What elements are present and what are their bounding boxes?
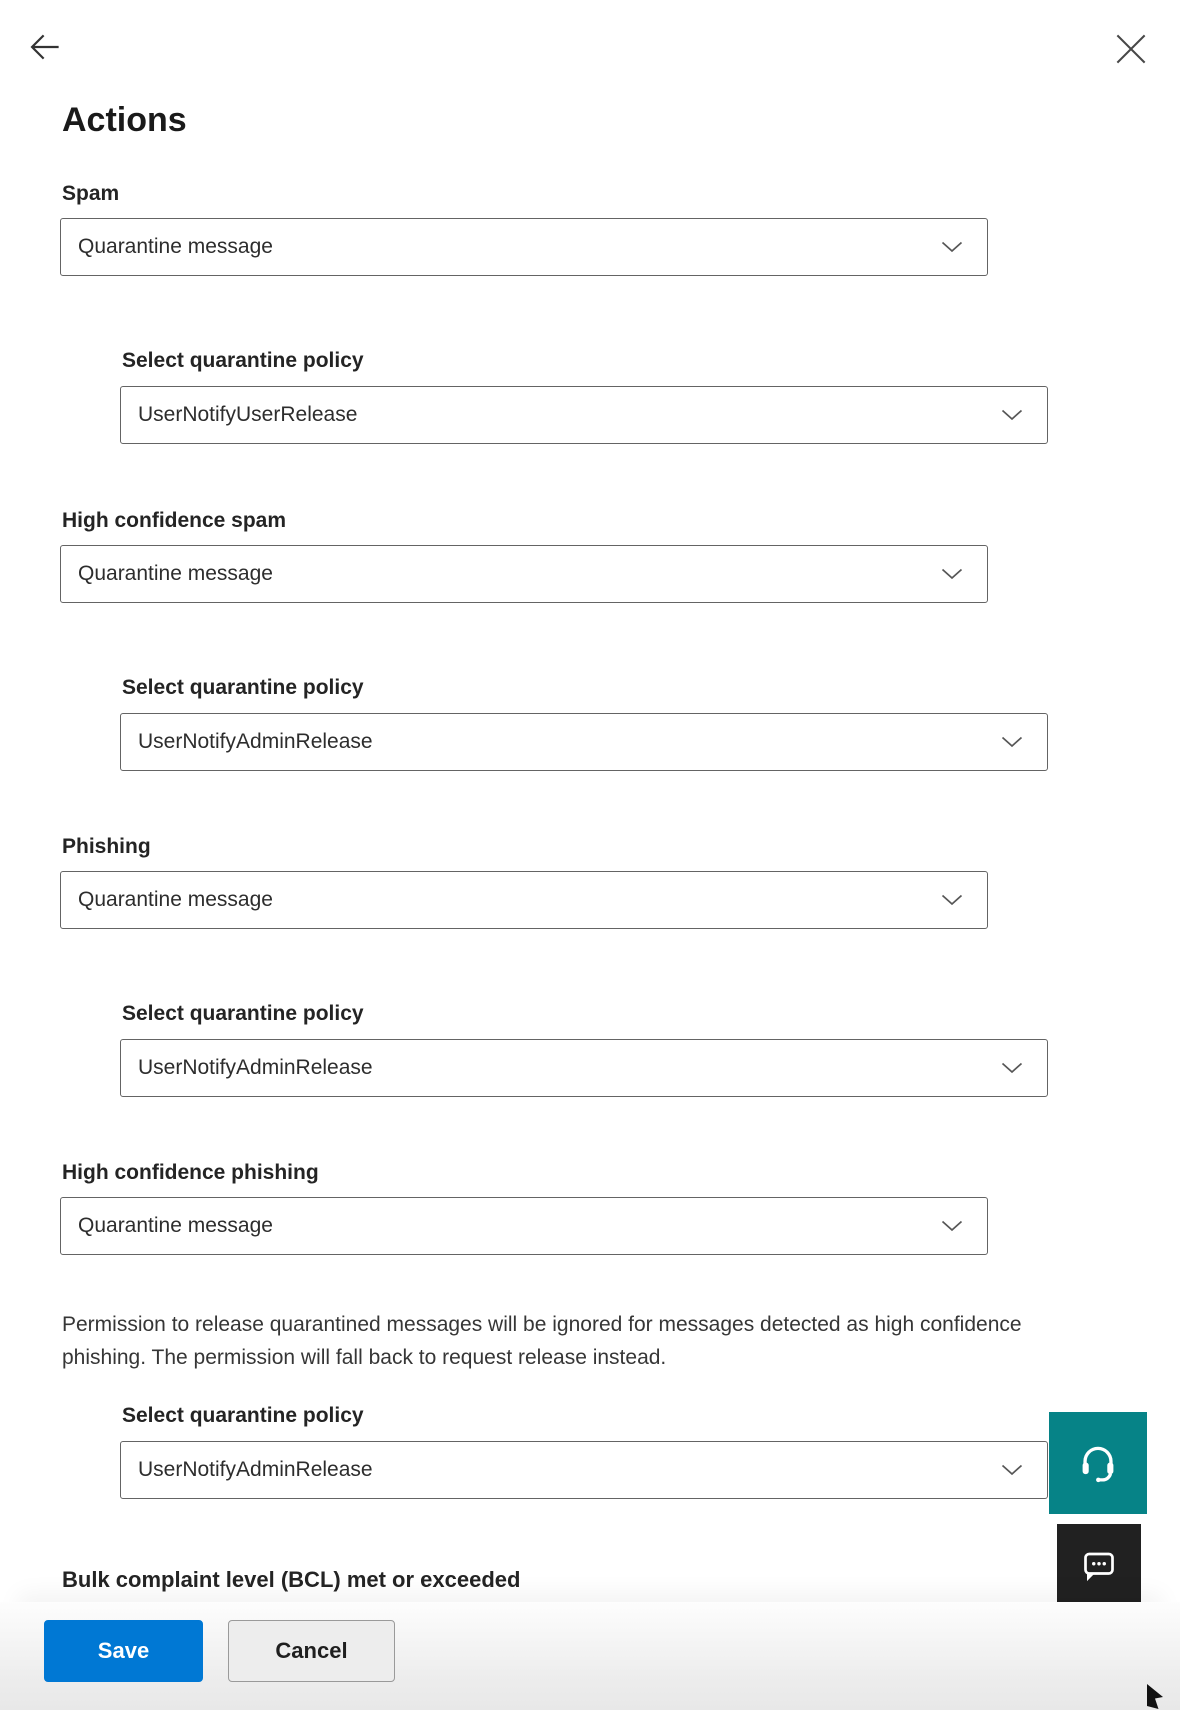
section-phishing xyxy=(60,833,1050,1097)
chevron-down-icon xyxy=(941,894,963,906)
high-confidence-phishing-action-dropdown[interactable] xyxy=(60,1197,988,1255)
spam-policy-value: UserNotifyUserRelease xyxy=(138,403,358,426)
support-button[interactable] xyxy=(1049,1412,1147,1514)
chevron-down-icon xyxy=(941,241,963,253)
high-confidence-spam-action-dropdown[interactable] xyxy=(60,545,988,603)
high-confidence-phishing-policy-label: Select quarantine policy xyxy=(122,1404,364,1427)
high-confidence-phishing-label: High confidence phishing xyxy=(62,1161,319,1184)
section-high-confidence-phishing xyxy=(60,1159,1050,1499)
page-title: Actions xyxy=(62,101,187,139)
chevron-down-icon xyxy=(941,568,963,580)
section-high-confidence-spam xyxy=(60,507,1050,771)
spam-policy-dropdown[interactable] xyxy=(120,386,1048,444)
panel-content xyxy=(60,0,1050,1595)
footer-bar xyxy=(0,1602,1180,1710)
high-confidence-phishing-note: Permission to release quarantined messages will be ignored for messages detected as high confidence phishing. The permission will fall back to request release instead. xyxy=(62,1313,1022,1369)
spam-label: Spam xyxy=(62,182,120,205)
phishing-policy-group xyxy=(120,1000,1050,1097)
high-confidence-spam-policy-label: Select quarantine policy xyxy=(122,676,364,699)
high-confidence-spam-action-value: Quarantine message xyxy=(78,562,273,585)
high-confidence-phishing-policy-dropdown[interactable] xyxy=(120,1441,1048,1499)
chevron-down-icon xyxy=(1001,1062,1023,1074)
high-confidence-spam-policy-value: UserNotifyAdminRelease xyxy=(138,730,373,753)
save-button[interactable]: Save xyxy=(44,1620,203,1682)
high-confidence-spam-policy-group xyxy=(120,674,1050,771)
feedback-button[interactable] xyxy=(1057,1524,1141,1610)
high-confidence-spam-label: High confidence spam xyxy=(62,509,287,532)
phishing-action-dropdown[interactable] xyxy=(60,871,988,929)
phishing-label: Phishing xyxy=(62,835,151,858)
cancel-button[interactable]: Cancel xyxy=(228,1620,395,1682)
close-icon xyxy=(1116,52,1146,67)
headset-icon xyxy=(1077,1441,1119,1486)
high-confidence-phishing-policy-value: UserNotifyAdminRelease xyxy=(138,1458,373,1481)
bulk-complaint-level-label: Bulk complaint level (BCL) met or exceeded xyxy=(62,1567,521,1592)
chevron-down-icon xyxy=(1001,1464,1023,1476)
chat-icon xyxy=(1081,1548,1117,1587)
section-spam xyxy=(60,180,1050,444)
chevron-down-icon xyxy=(941,1220,963,1232)
phishing-action-value: Quarantine message xyxy=(78,888,273,911)
close-button[interactable] xyxy=(1110,28,1152,73)
phishing-policy-value: UserNotifyAdminRelease xyxy=(138,1056,373,1079)
mouse-cursor xyxy=(1146,1684,1168,1710)
phishing-policy-dropdown[interactable] xyxy=(120,1039,1048,1097)
spam-policy-label: Select quarantine policy xyxy=(122,349,364,372)
chevron-down-icon xyxy=(1001,409,1023,421)
spam-action-value: Quarantine message xyxy=(78,235,273,258)
spam-action-dropdown[interactable] xyxy=(60,218,988,276)
spam-policy-group xyxy=(120,347,1050,444)
chevron-down-icon xyxy=(1001,736,1023,748)
high-confidence-phishing-action-value: Quarantine message xyxy=(78,1214,273,1237)
high-confidence-phishing-policy-group xyxy=(120,1402,1050,1499)
phishing-policy-label: Select quarantine policy xyxy=(122,1002,364,1025)
high-confidence-spam-policy-dropdown[interactable] xyxy=(120,713,1048,771)
back-arrow-icon xyxy=(28,50,62,65)
